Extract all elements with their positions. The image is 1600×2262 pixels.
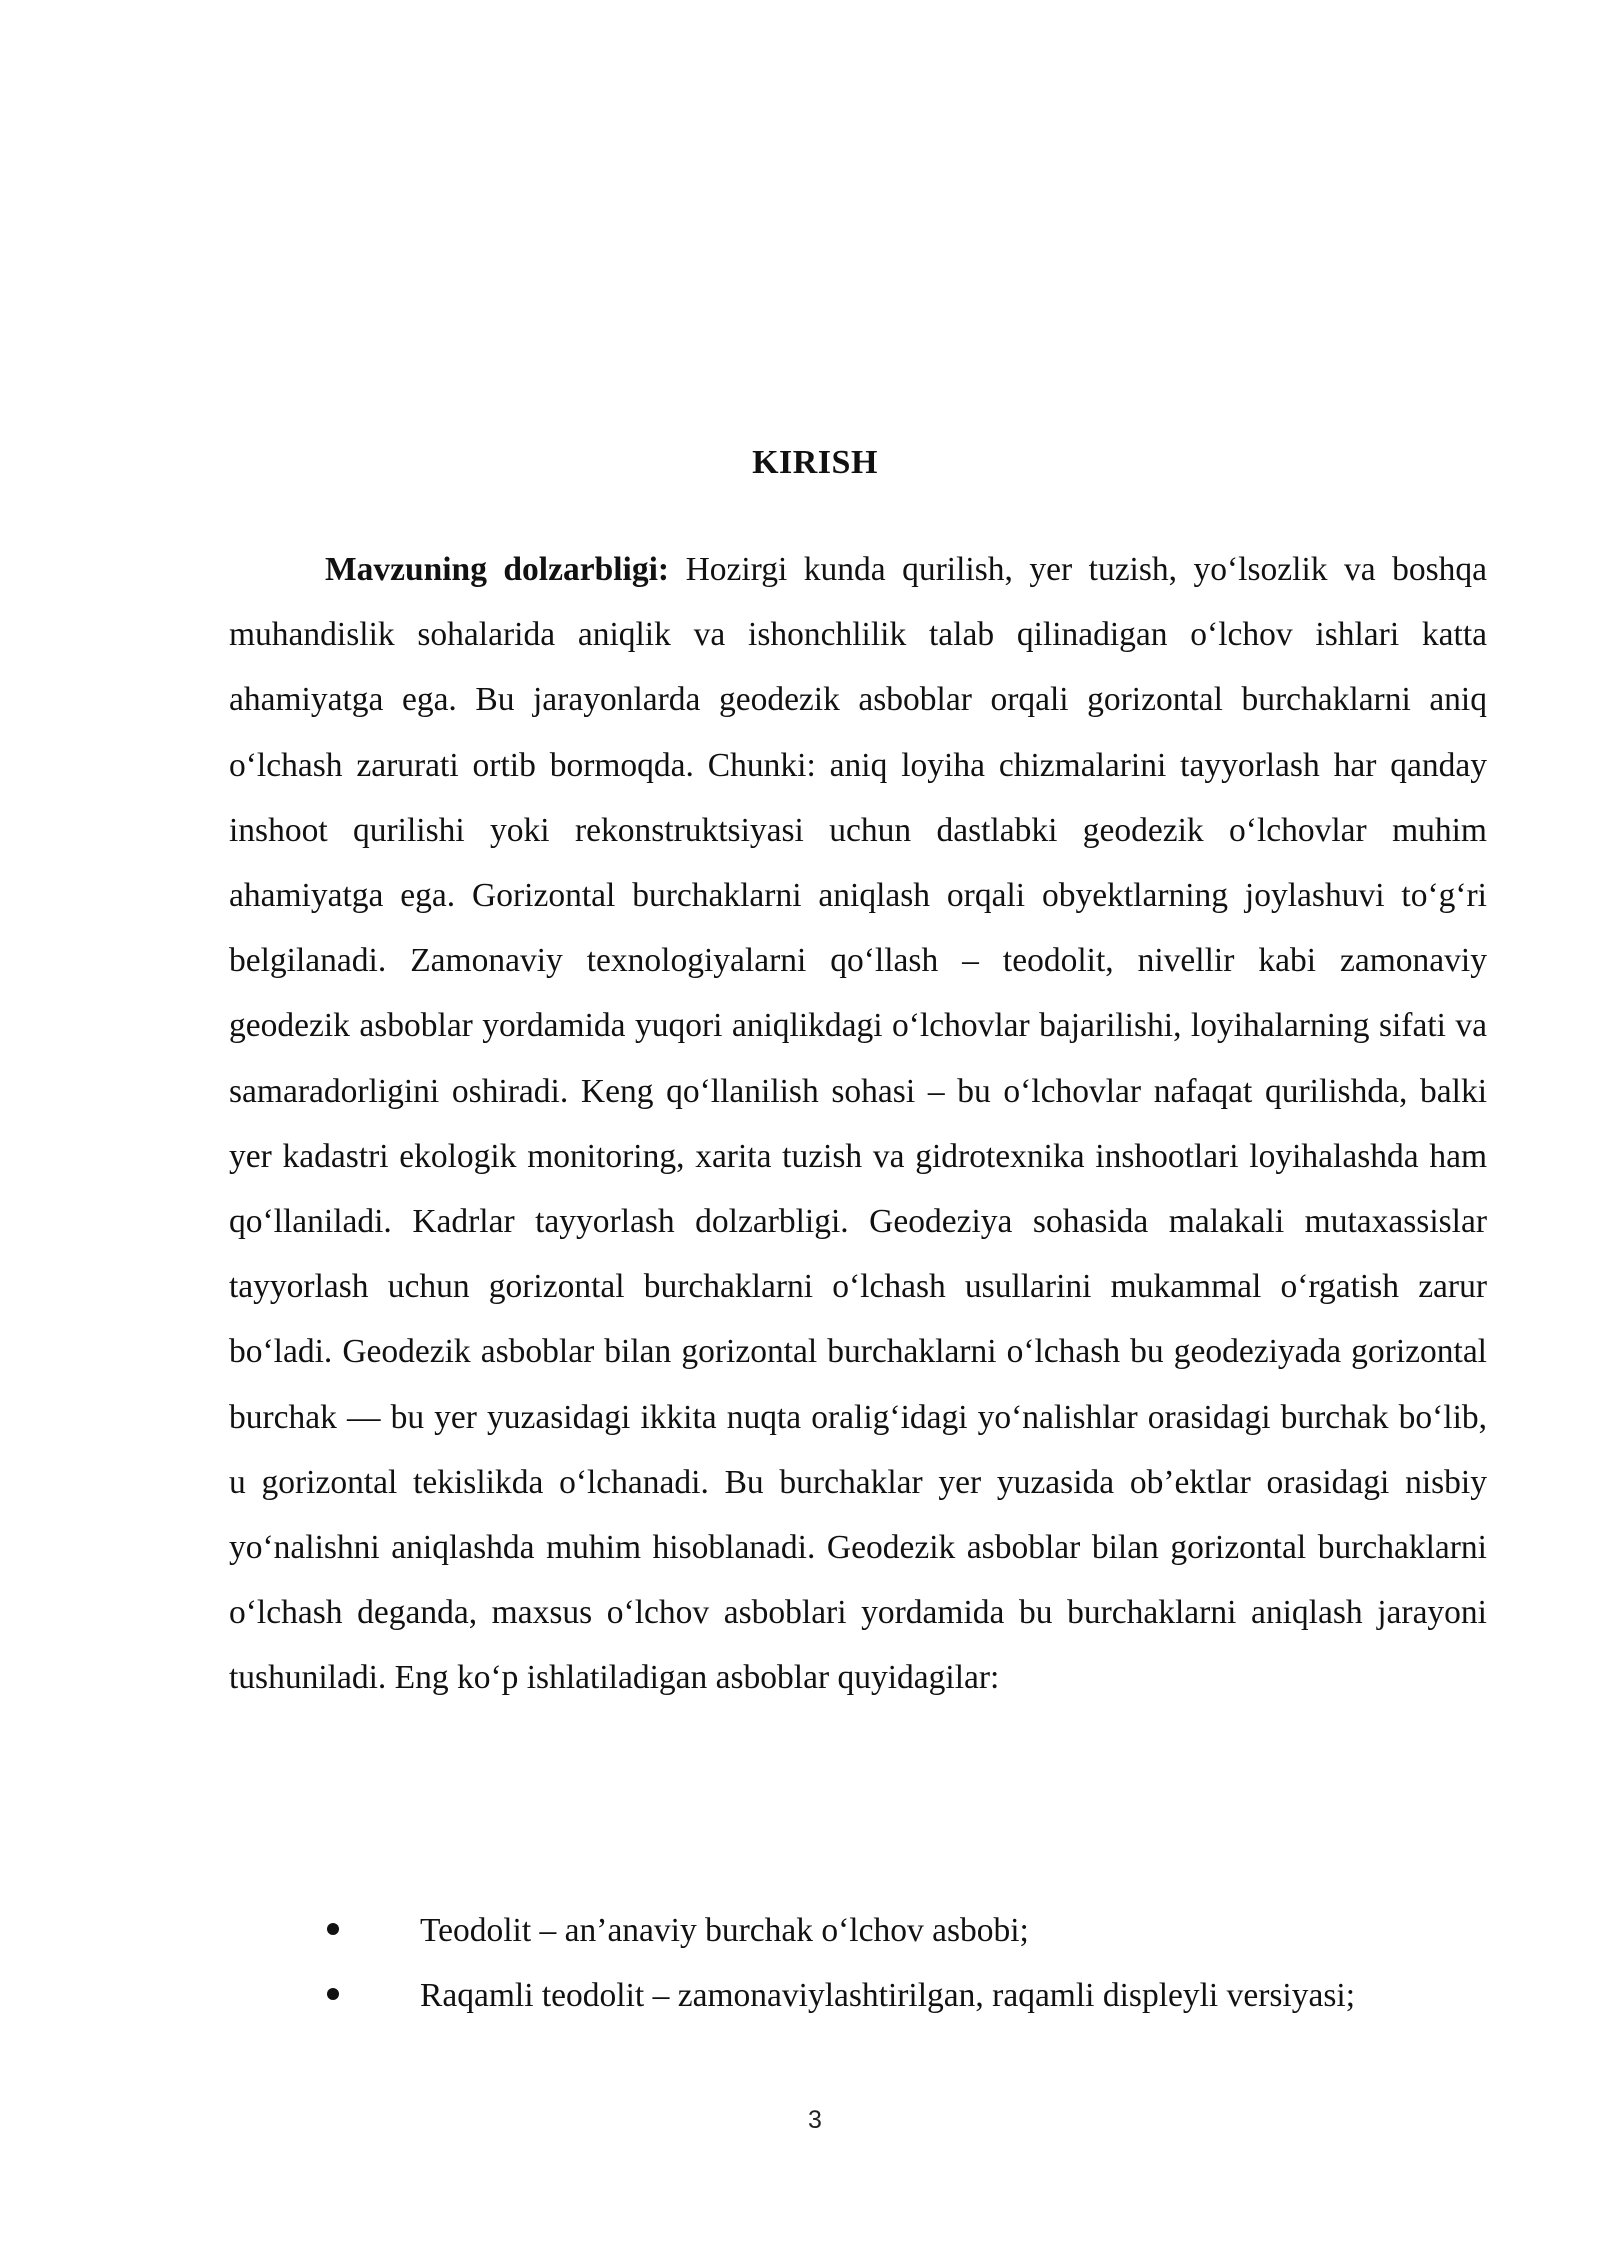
- bullet-icon: [327, 1988, 339, 2000]
- list-item-text: Raqamli teodolit – zamonaviylashtirilgan, raqamli displeyli versiyasi;: [420, 1977, 1356, 2014]
- paragraph-body: Hozirgi kunda qurilish, yer tuzish, yo‘lsozlik va boshqa muhandislik sohalarida aniqlik va ishonchlilik talab qilinadigan o‘lchov ishlari katta ahamiyatga ega. Bu jarayonlarda geodezik asboblar orqali gorizontal burchaklarni aniq o‘lchash zarurati ortib bormoqda. Chunki: aniq loyiha chizmalarini tayyorlash har qanday inshoot qurilishi yoki rekonstruktsiyasi uchun dastlabki geodezik o‘lchovlar muhim ahamiyatga ega. Gorizontal burchaklarni aniqlash orqali obyektlarning joylashuvi to‘g‘ri belgilanadi. Zamonaviy texnologiyalarni qo‘llash – teodolit, nivellir kabi zamonaviy geodezik asboblar yordamida yuqori aniqlikdagi o‘lchovlar bajarilishi, loyihalarning sifati va samaradorligini oshiradi. Keng qo‘llanilish sohasi – bu o‘lchovlar nafaqat qurilishda, balki yer kadastri ekologik monitoring, xarita tuzish va gidrotexnika inshootlari loyihalashda ham qo‘llaniladi. Kadrlar tayyorlash dolzarbligi. Geodeziya sohasida malakali mutaxassislar tayyorlash uchun gorizontal burchaklarni o‘lchash usullarini mukammal o‘rgatish zarur bo‘ladi. Geodezik asboblar bilan gorizontal burchaklarni o‘lchash bu geodeziyada gorizontal burchak — bu yer yuzasidagi ikkita nuqta oralig‘idagi yo‘nalishlar orasidagi burchak bo‘lib, u gorizontal tekislikda o‘lchanadi. Bu burchaklar yer yuzasida ob’ektlar orasidagi nisbiy yo‘nalishni aniqlashda muhim hisoblanadi. Geodezik asboblar bilan gorizontal burchaklarni o‘lchash deganda, maxsus o‘lchov asboblari yordamida bu burchaklarni aniqlash jarayoni tushuniladi. Eng ko‘p ishlatiladigan asboblar quyidagilar:: [229, 551, 1488, 1697]
- bullet-list: [229, 1898, 1487, 2028]
- section-title: KIRISH: [752, 444, 878, 481]
- list-item: [229, 1963, 1487, 2028]
- paragraph-lead: Mavzuning dolzarbligi:: [325, 551, 670, 588]
- list-item-text: Teodolit – an’anaviy burchak o‘lchov asbobi;: [420, 1912, 1029, 1949]
- page-number: 3: [808, 2106, 822, 2134]
- list-item: [229, 1898, 1487, 1963]
- bullet-icon: [327, 1923, 339, 1935]
- body-paragraph: [229, 537, 1487, 1711]
